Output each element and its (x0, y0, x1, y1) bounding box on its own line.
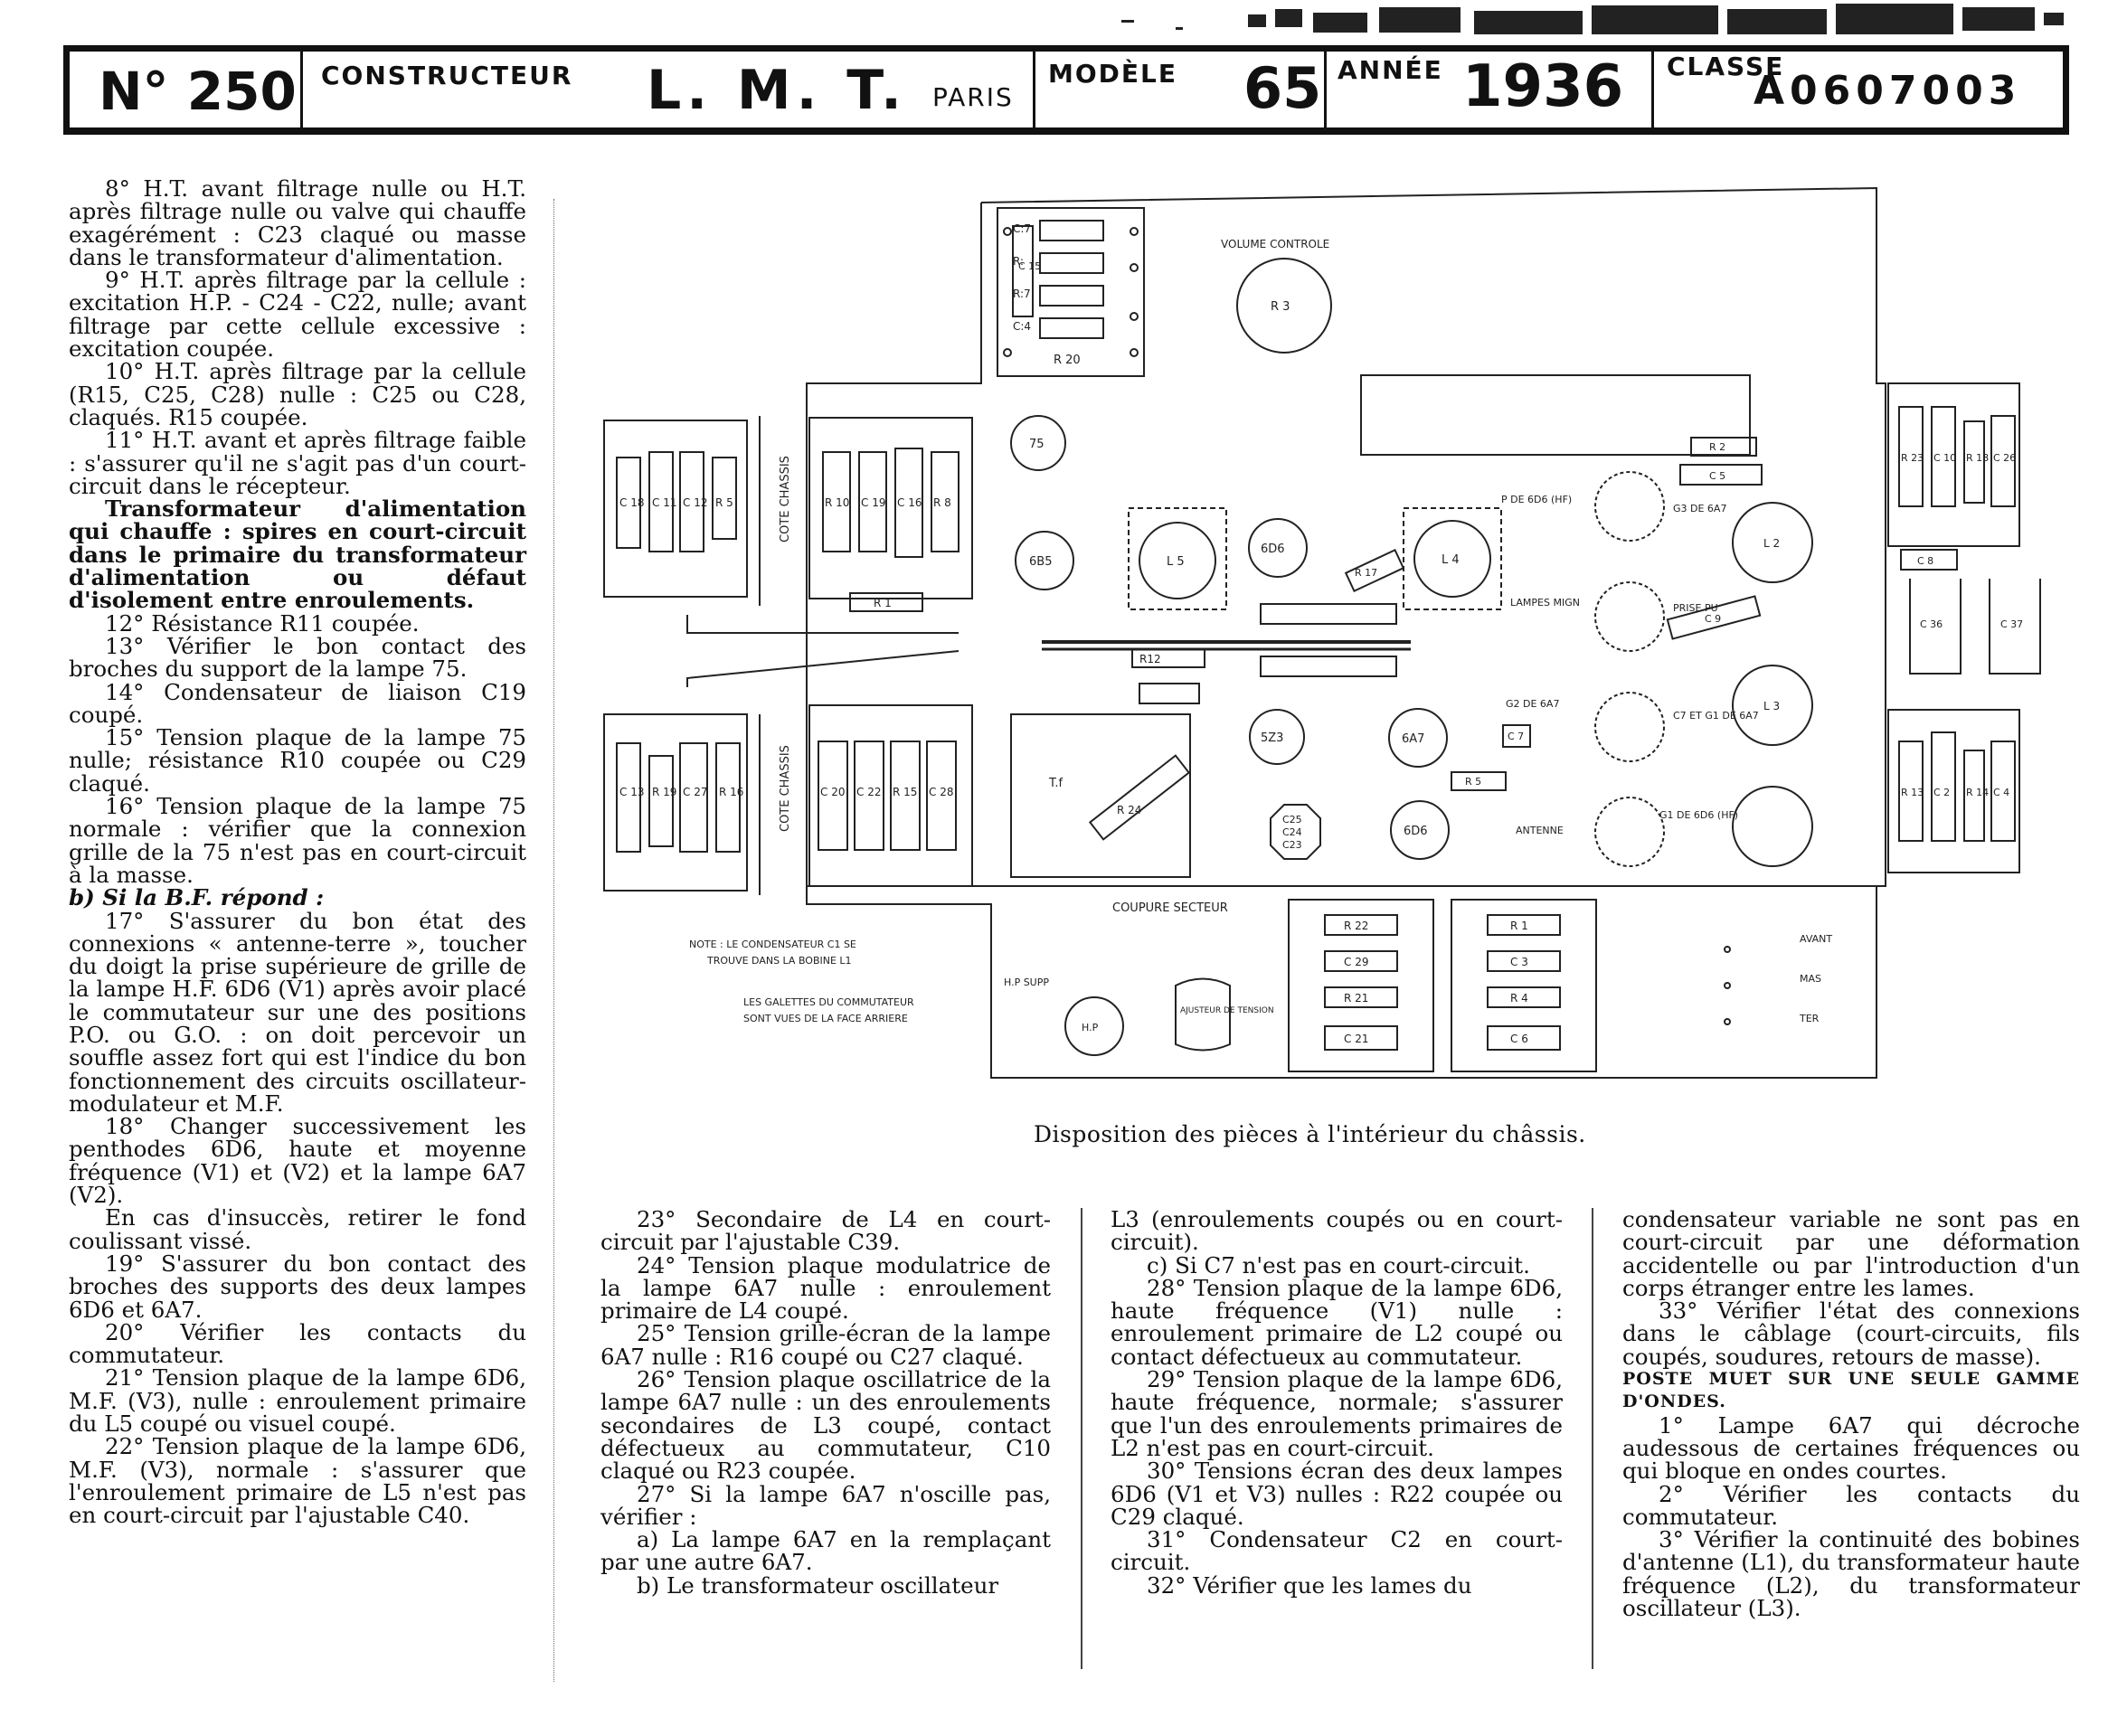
paragraph: 22° Tension plaque de la lampe 6D6, M.F. (V3), normale : s'assurer que l'enroulement primaire de L5 n'est pas en court-circuit par l'ajustable C40. (69, 1433, 526, 1529)
tube-label: 6D6 (1261, 542, 1285, 556)
volume-label: VOLUME CONTROLE (1221, 238, 1330, 250)
paragraph: 24° Tension plaque modulatrice de la lampe 6A7 nulle : enroulement primaire de L4 coupé. (600, 1251, 1051, 1325)
paragraph: 30° Tensions écran des deux lampes 6D6 (V1 et V3) nulles : R22 coupée ou C29 claqué. (1111, 1458, 1563, 1530)
coil-label: L 4 (1442, 553, 1460, 567)
board3-part: C 13 (619, 786, 645, 798)
paragraph: 19° S'assurer du bon contact des broches des supports des deux lampes 6D6 et 6A7. (69, 1250, 526, 1323)
tube-label: 6B5 (1029, 555, 1053, 569)
paragraph: L3 (enroulements coupés ou en court-circuit). (1111, 1206, 1563, 1256)
switch-wafer-1 (1595, 472, 1664, 541)
switch-wafer-4 (1595, 797, 1664, 866)
board2-part: C 16 (897, 496, 922, 509)
paragraph: 13° Vérifier le bon contact des broches du support de la lampe 75. (69, 632, 526, 683)
paragraph: 18° Changer successivement les penthodes 6D6, haute et moyenne fréquence (V1) et (V2) et la lampe 6A7 (V2). (69, 1113, 526, 1209)
paragraph: b) Le transformateur oscillateur (637, 1571, 999, 1599)
bottom-board2-part: C 6 (1510, 1033, 1528, 1045)
diagram-note: TROUVE DANS LA BOBINE L1 (707, 955, 852, 967)
coil-label: L 5 (1167, 555, 1185, 569)
block-tl-res: R:7 (1013, 288, 1031, 300)
header-noise-strip (1121, 0, 2069, 43)
subheading: b) Si la B.F. répond : (69, 884, 325, 911)
board1-part: C 12 (683, 496, 708, 509)
bottom-board2-part: C 3 (1510, 956, 1528, 968)
switch-wafer-2 (1595, 582, 1664, 651)
paragraph: 28° Tension plaque de la lampe 6D6, haute fréquence (V1) nulle : enroulement primaire de L2 coupé ou contact défectueux au commutateur. (1111, 1274, 1563, 1370)
right-board2-part: C 4 (1993, 787, 2010, 798)
column-separator (1081, 1208, 1082, 1669)
coil-label: L 2 (1763, 537, 1781, 550)
right-board1-part: R 18 (1966, 452, 1990, 464)
r2-label: R 2 (1709, 441, 1726, 453)
right-board2-part: R 13 (1901, 787, 1924, 798)
tube-label: 6D6 (1404, 825, 1428, 838)
block-tl-cap: C:7 (1013, 222, 1032, 235)
switch-label: ANTENNE (1516, 825, 1564, 836)
bottom-board1-part: R 22 (1344, 920, 1369, 932)
bottom-board1-part: R 21 (1344, 992, 1369, 1005)
terminal-label: TER (1800, 1013, 1820, 1024)
bottom-text-column-1 (600, 1208, 1051, 1597)
paragraph: 14° Condensateur de liaison C19 coupé. (69, 678, 526, 728)
board4-part: C 22 (856, 786, 882, 798)
header-number-cell (63, 52, 300, 127)
tube-label: 5Z3 (1261, 731, 1284, 745)
bottom-board1-part: C 21 (1344, 1033, 1369, 1045)
r5-label: R 5 (1465, 776, 1482, 788)
cap-stack-label: C23 (1282, 839, 1302, 851)
switch-label: LAMPES MIGN (1510, 597, 1580, 609)
paragraph: 25° Tension grille-écran de la lampe 6A7 nulle : R16 coupé ou C27 claqué. (600, 1320, 1051, 1370)
ajusteur-label: AJUSTEUR DE TENSION (1180, 1006, 1274, 1015)
power-transformer (1011, 714, 1190, 877)
paragraph: 9° H.T. après filtrage par la cellule : excitation H.P. - C24 - C22, nulle; avant filtrage par cette cellule excessive : excitation coupée. (69, 267, 526, 363)
paragraph: a) La lampe 6A7 en la remplaçant par une autre 6A7. (600, 1526, 1051, 1576)
switch-label: C7 ET G1 DE 6A7 (1673, 710, 1759, 722)
c37-label: C 37 (2000, 618, 2024, 630)
board3-part: C 27 (683, 786, 708, 798)
switch-label: P DE 6D6 (HF) (1501, 494, 1573, 505)
switch-wafer-3 (1595, 693, 1664, 761)
side-board-3 (604, 714, 747, 891)
header-annee-cell (1324, 52, 1651, 127)
section-heading: POSTE MUET SUR UNE SEULE GAMME D'ONDES. (1622, 1369, 2080, 1412)
block-tl-res: R: (1013, 255, 1025, 268)
r24-label: R 24 (1117, 804, 1142, 816)
diagram-note: NOTE : LE CONDENSATEUR C1 SE (689, 939, 856, 950)
hp-label: H.P (1082, 1022, 1099, 1033)
paragraph: 15° Tension plaque de la lampe 75 nulle; résistance R10 coupée ou C29 claqué. (69, 724, 526, 797)
cap-stack-label: C24 (1282, 826, 1302, 838)
left-text-column (69, 177, 526, 1527)
paragraph: 12° Résistance R11 coupée. (105, 609, 420, 637)
right-board1-part: C 26 (1993, 452, 2017, 464)
right-board1-part: R 23 (1901, 452, 1924, 464)
board2-part: R 8 (933, 496, 951, 509)
header-bar (63, 52, 2069, 127)
chassis-outline (807, 188, 1886, 1078)
c36-label: C 36 (1920, 618, 1943, 630)
switch-label: G1 DE 6D6 (HF) (1659, 809, 1739, 821)
header-top-rule (63, 45, 2069, 52)
paragraph: 2° Vérifier les contacts du commutateur. (1622, 1480, 2080, 1530)
diagram-note: SONT VUES DE LA FACE ARRIERE (743, 1013, 908, 1024)
paragraph: 27° Si la lampe 6A7 n'oscille pas, vérifier : (600, 1480, 1051, 1530)
modele-value: 65 (1243, 55, 1322, 121)
constructeur-city: PARIS (932, 82, 1014, 112)
r3-label: R 3 (1271, 300, 1290, 314)
switch-label: PRISE PU (1673, 602, 1718, 614)
column-separator (1592, 1208, 1593, 1669)
cap-stack-label: C25 (1282, 814, 1302, 826)
bottom-board2-part: R 1 (1510, 920, 1528, 932)
paragraph: 32° Vérifier que les lames du (1147, 1571, 1472, 1599)
switch-label: G2 DE 6A7 (1506, 698, 1560, 710)
diagram-note: LES GALETTES DU COMMUTATEUR (743, 996, 914, 1008)
constructeur-name: L. M. T. (647, 59, 907, 122)
annee-value: 1936 (1462, 53, 1624, 120)
coil-label: L 3 (1763, 700, 1781, 712)
hp-supp-label: H.P SUPP (1004, 976, 1050, 988)
header-constructeur-cell (300, 52, 1033, 127)
switch-label: G3 DE 6A7 (1673, 503, 1727, 514)
board4-part: R 15 (893, 786, 918, 798)
classe-value: A0607003 (1754, 68, 2022, 114)
tube-label: 6A7 (1402, 732, 1425, 746)
header-classe-cell (1651, 52, 2069, 127)
cote-chassis-label: COTE CHASSIS (779, 456, 792, 542)
paragraph: condensateur variable ne sont pas en court-circuit par une déformation accidentelle ou par l'introduction d'un corps étranger entre les lames. (1622, 1206, 2080, 1301)
board3-part: R 19 (652, 786, 677, 798)
classe-label: CLASSE (1667, 52, 1785, 81)
board2-part: R 10 (825, 496, 850, 509)
board1-part: R 5 (715, 496, 733, 509)
right-board2-part: C 2 (1933, 787, 1951, 798)
chassis-layout-diagram (597, 181, 2024, 1085)
bottom-text-column-2 (1111, 1208, 1563, 1597)
constructeur-label: CONSTRUCTEUR (321, 61, 573, 90)
r12-label: R12 (1139, 653, 1161, 665)
c8-label: C 8 (1917, 555, 1934, 567)
paragraph: 31° Condensateur C2 en court-circuit. (1111, 1526, 1563, 1576)
paragraph: 26° Tension plaque oscillatrice de la lampe 6A7 nulle : un des enroulements secondaires de L3 coupé, contact défectueux au commutateur, C10 claqué ou R23 coupée. (600, 1366, 1051, 1485)
terminal-label: MAS (1800, 973, 1821, 985)
paragraph: 17° S'assurer du bon état des connexions « antenne-terre », toucher du doigt la prise supérieure de grille de la lampe H.F. 6D6 (V1) après avoir placé le commutateur sur une des positions P.O. ou G.O. : on doit percevoir un souffle assez fort qui est l'indice du bon fonctionnement des circuits oscillateur-modulateur et M.F. (69, 907, 526, 1117)
bottom-text-column-3 (1622, 1206, 2080, 1622)
modele-label: MODÈLE (1048, 59, 1178, 89)
paragraph: En cas d'insuccès, retirer le fond coulissant vissé. (69, 1204, 526, 1254)
block-tl-side-label: C 15 (1018, 260, 1042, 272)
paragraph: 10° H.T. après filtrage par la cellule (R15, C25, C28) nulle : C25 ou C28, claqués. R15 coupée. (69, 358, 526, 430)
board4-part: C 20 (820, 786, 846, 798)
tube-label: 75 (1029, 438, 1045, 451)
transformer-label: T.f (1049, 777, 1064, 790)
c9-label: C 9 (1705, 613, 1722, 625)
paragraph: 16° Tension plaque de la lampe 75 normale : vérifier que la connexion grille de la 75 n'est pas en court-circuit à la masse. (69, 793, 526, 888)
paragraph: Transformateur d'alimentation qui chauffe : spires en court-circuit dans le primaire du transformateur d'alimentation ou défaut d'isolement entre enroulements. (69, 495, 526, 614)
paragraph: 23° Secondaire de L4 en court-circuit par l'ajustable C39. (600, 1206, 1051, 1256)
paragraph: 21° Tension plaque de la lampe 6D6, M.F. (V3), nulle : enroulement primaire du L5 coupé ou visuel coupé. (69, 1364, 526, 1438)
c7-label: C 7 (1508, 731, 1525, 742)
annee-label: ANNÉE (1338, 55, 1443, 85)
paragraph: 29° Tension plaque de la lampe 6D6, haute fréquence, normale; s'assurer que l'un des enroulements primaires de L2 n'est pas en court-circuit. (1111, 1366, 1563, 1461)
terminal-label: AVANT (1800, 933, 1833, 945)
paragraph: 20° Vérifier les contacts du commutateur. (69, 1318, 526, 1369)
paragraph: 1° Lampe 6A7 qui décroche audessous de certaines fréquences ou qui bloque en ondes courtes. (1622, 1411, 2080, 1485)
paragraph: 33° Vérifier l'état des connexions dans le câblage (court-circuits, fils coupés, soudures, retours de masse). (1622, 1297, 2080, 1370)
block-tl-cap: C:4 (1013, 320, 1032, 333)
paragraph: 8° H.T. avant filtrage nulle ou H.T. après filtrage nulle ou valve qui chauffe exagérément : C23 claqué ou masse dans le transformateur d'alimentation. (69, 175, 526, 270)
right-board2-part: R 14 (1966, 787, 1990, 798)
paragraph: 3° Vérifier la continuité des bobines d'antenne (L1), du transformateur haute fréquence (L2), du transformateur oscillateur (L3). (1622, 1526, 2080, 1622)
paragraph: c) Si C7 n'est pas en court-circuit. (1147, 1251, 1530, 1278)
column-separator (553, 199, 554, 1682)
coupure-secteur-label: COUPURE SECTEUR (1112, 901, 1228, 915)
board1-part: C 18 (619, 496, 645, 509)
header-bottom-rule (63, 127, 2069, 135)
header-modele-cell (1033, 52, 1324, 127)
record-number: N° 250 (99, 61, 297, 122)
cote-chassis-label: COTE CHASSIS (779, 745, 792, 832)
board2-resistor: R 1 (874, 597, 892, 609)
r17-label: R 17 (1355, 567, 1378, 579)
board1-part: C 11 (652, 496, 677, 509)
board3-part: R 16 (719, 786, 744, 798)
bottom-board1-part: C 29 (1344, 956, 1369, 968)
r20-label: R 20 (1054, 354, 1081, 367)
c5-label: C 5 (1709, 470, 1726, 482)
bottom-board2-part: R 4 (1510, 992, 1528, 1005)
board4-part: C 28 (929, 786, 954, 798)
right-board1-part: C 10 (1933, 452, 1957, 464)
paragraph: 11° H.T. avant et après filtrage faible : s'assurer qu'il ne s'agit pas d'un court-circuit dans le récepteur. (69, 427, 526, 499)
coil-l1 (1733, 787, 1812, 866)
diagram-caption: Disposition des pièces à l'intérieur du châssis. (1034, 1121, 1586, 1147)
board2-part: C 19 (861, 496, 886, 509)
